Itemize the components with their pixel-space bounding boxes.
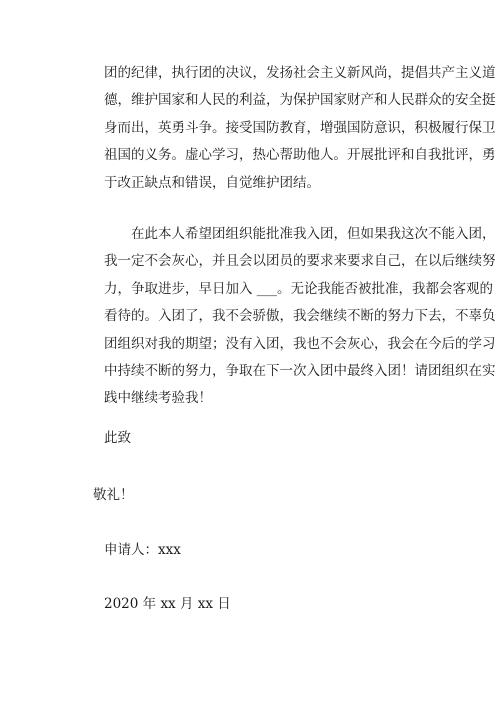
paragraph-line: 身而出，英勇斗争。接受国防教育，增强国防意识，积极履行保卫: [104, 119, 496, 136]
paragraph-line: 在此本人希望团组织能批准我入团，但如果我这次不能入团，: [131, 226, 496, 242]
paragraph-line: 力，争取进步，早日加入 ___。无论我能否被批准，我都会客观的: [104, 280, 494, 297]
paragraph-line: 践中继续考验我！: [104, 390, 212, 407]
paragraph-line: 团的纪律，执行团的决议，发扬社会主义新风尚，提倡共产主义道: [104, 65, 496, 81]
date-text: 2020 年 xx 月 xx 日: [104, 596, 231, 612]
paragraph-line: 我一定不会灰心，并且会以团员的要求来要求自己，在以后继续努: [104, 253, 496, 270]
paragraph-line: 祖国的义务。虚心学习，热心帮助他人。开展批评和自我批评，勇: [104, 147, 496, 164]
paragraph-2: [104, 221, 496, 413]
paragraph-line: 德，维护国家和人民的利益，为保护国家财产和人民群众的安全挺: [104, 92, 496, 109]
closing-text: 此致: [104, 430, 131, 446]
applicant-signature: 申请人：xxx: [104, 542, 181, 558]
salutation-text: 敬礼！: [93, 487, 134, 503]
paragraph-1: [104, 60, 496, 197]
paragraph-line: 于改正缺点和错误，自觉维护团结。: [104, 174, 320, 191]
paragraph-line: 中持续不断的努力，争取在下一次入团中最终入团！请团组织在实: [104, 363, 496, 380]
paragraph-line: 看待的。入团了，我不会骄傲，我会继续不断的努力下去，不辜负: [104, 308, 496, 325]
paragraph-line: 团组织对我的期望；没有入团，我也不会灰心，我会在今后的学习: [104, 335, 496, 352]
